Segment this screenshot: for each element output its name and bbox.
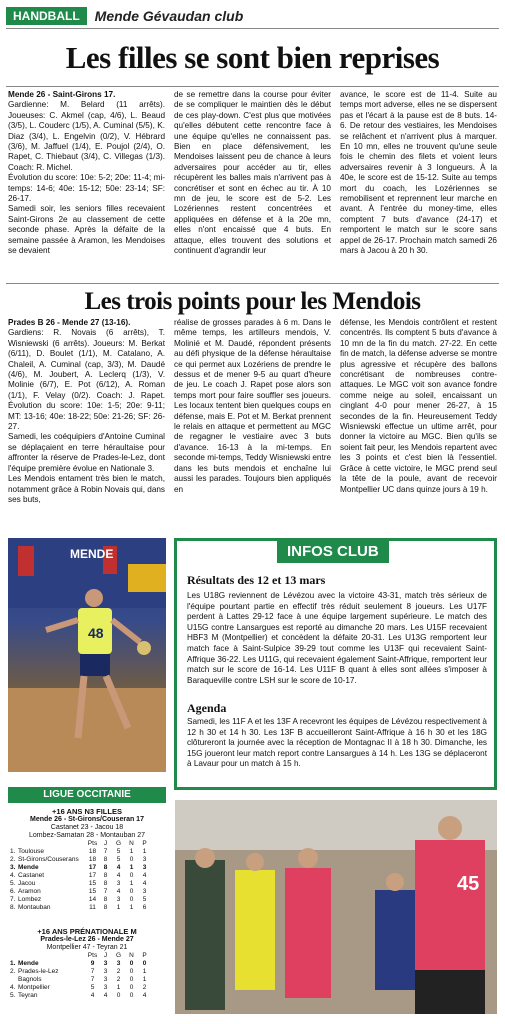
table-cell: 4. <box>10 984 16 991</box>
table-cell: 3 <box>142 864 147 871</box>
table-cell: 0 <box>129 896 134 903</box>
team-name <box>18 840 86 848</box>
result-line: Montpellier 47 - Teyran 21 <box>46 944 128 951</box>
agenda-text: Samedi, les 11F A et les 13F A recevront les équipes de Lévézou respectivement à 12 h 30 et 14 h 30. Les 13F B accueilleront Saint-Affrique à 16 h 30 et les 18G clôtureront la journée avec la réception de Montagnac II à 18 h 30. Dimanche, les 15G joueront leur match report contre Lansargues à 14 h. Les 13G se déplaceront à Lavaur pour un match à 15 h. <box>187 717 487 769</box>
table-cell <box>10 976 18 984</box>
infos-club-title: INFOS CLUB <box>277 540 389 563</box>
table-cell <box>10 840 18 848</box>
table-cell: N <box>129 840 134 847</box>
table-cell: 4 <box>116 864 121 871</box>
table-cell: 17 <box>88 864 97 871</box>
table-cell: 4 <box>116 872 121 879</box>
table-cell: 7. <box>10 896 16 903</box>
article1-title: Les filles se sont bien reprises <box>65 40 440 75</box>
infos-club-box <box>174 538 497 790</box>
table-cell: 0 <box>129 888 134 895</box>
table-title: +16 ANS PRÉNATIONALE M <box>37 927 137 936</box>
table-cell: 4. <box>10 872 16 879</box>
table-cell: 0 <box>129 856 134 863</box>
article2-body <box>8 318 497 528</box>
table-row <box>10 976 164 984</box>
table-header <box>10 952 164 960</box>
team-name: Jacou <box>18 880 36 887</box>
table-cell: P <box>142 840 147 847</box>
table-cell: 5 <box>116 856 121 863</box>
table-cell: 18 <box>88 848 97 855</box>
paragraph: Samedi, les coéquipiers d'Antoine Cuminal se déplaçaient en terre héraultaise pour affronter la réserve de Prades-le-Lez, dont l'équipe première évolue en Nationale 3. <box>8 432 165 473</box>
table-cell: 2 <box>116 968 121 975</box>
table-cell: 8 <box>103 880 108 887</box>
table-cell: 0 <box>129 960 134 967</box>
table-cell: 4 <box>103 992 108 999</box>
section-label: HANDBALL <box>6 7 87 25</box>
table-row <box>10 992 164 1000</box>
table-row <box>10 872 164 880</box>
team-name: Aramon <box>18 888 41 895</box>
player-photo <box>8 538 166 772</box>
table-cell: N <box>129 952 134 959</box>
table-cell: 1 <box>116 904 121 911</box>
jersey-number: 45 <box>457 873 480 895</box>
article2-col3: défense, les Mendois contrôlent et restent concentrés. Ils comptent 5 buts d'avance à 10 mn de la fin du match. 27-22. En cette fin de match, la défense adverse se montre plus agressive et récupère des ballons concrétisant de nombreuses contre-attaques. Le MGC voit son avance fondre comme neige au soleil, encaissant un cinglant 4-0 pour mener 26-27, à 15 secondes de la fin. Heureusement Teddy Wisniewski effectue un ultime arrêt, pour donner la victoire au MGC. Bien qu'ils se soient fait peur, les Mendois repartent avec les 3 points et c'est bien là l'essentiel. Grâce à cette victoire, le MGC prend seul la tête de la poule, avant de recevoir Montpellier UC dans quinze jours à 19 h. <box>340 318 497 494</box>
table-header <box>10 840 164 848</box>
team-name: Bagnols <box>18 976 42 983</box>
article1-col3: avance, le score est de 11-4. Suite au temps mort adverse, elles ne se dispersent pas et l'écart à la pause est de 8 buts. 14-6. De retour des vestiaires, les Mendoises se relâchent et n'arrivent plus à marquer. En 10 mn, elles ne trouvent qu'une seule fois le chemin des filets et voient leurs adversaires revenir à 3 longueurs. À la 40e, le score est de 15-12. Suite au temps mort du coach, les Lozériennes se remobilisent et reprennent leur marche en avant. À l'entrée du money-time, elles comptent 7 buts d'avance (24-17) et remportent le match sur le score sans appel de 26-17. Prochain match samedi 26 mars à Jacou à 20 h 30. <box>340 90 497 256</box>
team-name: Prades-le-Lez <box>18 968 59 975</box>
jersey-number: 48 <box>88 625 104 641</box>
article2-title: Les trois points pour les Mendois <box>84 288 421 315</box>
table-cell: 2. <box>10 856 16 863</box>
table-row <box>10 888 164 896</box>
table-cell: G <box>115 840 122 847</box>
table-cell: 0 <box>129 968 134 975</box>
article1-body <box>8 90 497 276</box>
result-line: Prades-le-Lez 26 - Mende 27 <box>40 936 134 943</box>
table-row <box>10 864 164 872</box>
table-cell: 4 <box>142 880 147 887</box>
table-cell <box>10 952 18 960</box>
table-cell: 1 <box>129 904 134 911</box>
table-cell: 0 <box>116 992 121 999</box>
article2-col1 <box>8 318 165 528</box>
article2-col2: réalise de grosses parades à 6 m. Dans le même temps, les artilleurs mendois, V. Molinié et M. Daudé, répondent présents au défi physique de la défense héraultaise ce qui permet aux Lozériens de prendre le dessus et de mener 9-5 au quart d'heure de jeu. Le coach J. Rapet pose alors son temps mort pour faire souffler ses joueurs. Les locaux tentent bien quelques coups en défense, mais E. Pot et M. Berkat prennent le relais en attaque et permettent au MGC de regagner le vestiaire avec 3 buts d'avance. 16-13 à la mi-temps. En seconde mi-temps, Teddy Wisniewski entre dans les buts mendois et enchaîne lui aussi les parades. Toujours bien appliqués en <box>174 318 331 494</box>
table-cell: 15 <box>88 888 97 895</box>
article1-col2: de se remettre dans la course pour éviter de se compliquer le maintien dès le début de ces play-down. C'est plus que motivées qu'elles débutent cette rencontre face à une équipe qu'elles ne connaissent pas. Bien en place défensivement, les Mendoises laissent peu de chance à leurs adversaires pour accéder au tir, elles récupèrent les balles mais n'arrivent pas à concrétiser et sont en échec au tir. À 10 mn de jeu, le score est de 5-2. Les Lozériennes restent concentrées et appliquées en défense et à la 20e mn, elles n'ont encaissé que 4 buts. En attaque, elles trouvent des solutions et continuent d'agrandir leur <box>174 90 331 256</box>
table-cell: 2 <box>142 984 147 991</box>
standings-table-1 <box>10 808 164 912</box>
table-cell: 1 <box>142 968 147 975</box>
table-cell: 8 <box>103 856 108 863</box>
table-cell: 3 <box>116 960 121 967</box>
team-name: Teyran <box>18 992 38 999</box>
section-header <box>6 6 499 26</box>
table-cell: 3 <box>103 984 108 991</box>
team-photo <box>175 800 497 1014</box>
table-row <box>10 848 164 856</box>
table-cell: 8 <box>103 872 108 879</box>
divider <box>6 28 499 29</box>
table-cell: 18 <box>88 856 97 863</box>
table-cell: 3. <box>10 864 16 871</box>
table-cell: Pts <box>87 840 98 847</box>
result-line: Mende 26 - St-Girons/Couseran 17 <box>30 816 144 823</box>
table-row <box>10 968 164 976</box>
table-cell: G <box>115 952 122 959</box>
table-cell: 9 <box>90 960 95 967</box>
table-cell: J <box>103 840 108 847</box>
table-cell: 3 <box>142 888 147 895</box>
table-cell: 3 <box>116 896 121 903</box>
table-cell: 3 <box>142 856 147 863</box>
team-name: Toulouse <box>18 848 45 855</box>
table-row <box>10 960 164 968</box>
table-cell: 11 <box>89 904 96 911</box>
table-cell: J <box>103 952 108 959</box>
table-cell: 1 <box>129 864 134 871</box>
team-illustration <box>175 800 497 1014</box>
lineup: Gardienne: M. Belard (11 arrêts). Joueuses: C. Akmel (cap, 4/6), L. Beaud (3/5), L. Couderc (1/5), A. Cuminal (5/5), K. Diaz (3/4), L. Engelvin (0/2), V. Hébrard (3/6), M. Jaffuel (1/4), E. Poujol (2/4), O. Rapet, C. Thiebaut (3/4), C. Villegas (1/3). Coach: R. Michel. <box>8 100 165 172</box>
table-cell: 7 <box>90 968 95 975</box>
agenda-heading: Agenda <box>187 701 227 715</box>
table-cell: 3 <box>103 960 108 967</box>
results-text: Les U18G reviennent de Lévézou avec la victoire 43-31, match très sérieux de l'équipe pourtant partie en effectif très réduit seulement 8 joueurs. Les U17F perdent à Lattes 29-12 face à une équipe largement supérieure. Le match des U15G contre Lansargues est reporté au dimanche 20 mars. Les U15F recevaient HBF3 M (Montpellier) et concèdent la défaite 20-31. Les U13G remportent leur match face à Saint-Sulpice 39-29 tout comme les U13F qui recevaient Saint-Affrique 36-22. Les U11G, qui recevaient également Saint-Affrique, remportent leur match sur le score de 16-14. Les U11F B quant à elles sont allées s'imposer à Baraqueville contre LSH sur le score de 10-17. <box>187 591 487 685</box>
table-cell: 3 <box>116 880 121 887</box>
article1-col1 <box>8 90 165 276</box>
player-illustration <box>8 538 166 772</box>
table-cell: 7 <box>103 848 108 855</box>
team-name: Mende <box>18 864 39 871</box>
table-cell: 5 <box>142 896 147 903</box>
table-cell: 8. <box>10 904 16 911</box>
table-cell: 5 <box>90 984 95 991</box>
table-cell: 17 <box>88 872 97 879</box>
table-cell: 14 <box>88 896 97 903</box>
table-cell: 5. <box>10 880 16 887</box>
table-row <box>10 856 164 864</box>
table-cell: P <box>142 952 147 959</box>
table-cell: 8 <box>103 904 108 911</box>
score-line: Mende 26 - Saint-Girons 17. <box>8 90 116 99</box>
table-cell: 3 <box>103 976 108 983</box>
table-cell: 4 <box>90 992 95 999</box>
table-row <box>10 904 164 912</box>
divider <box>6 86 499 87</box>
table-cell: 1 <box>142 976 147 983</box>
standings-table-2 <box>10 928 164 1000</box>
team-name: Mende <box>18 960 39 967</box>
table-cell: 1 <box>129 848 134 855</box>
table-cell: 15 <box>88 880 97 887</box>
table-cell: 1 <box>142 848 147 855</box>
table-cell: 8 <box>103 896 108 903</box>
ligue-title: LIGUE OCCITANIE <box>8 787 166 803</box>
banner-text: MENDE <box>70 547 114 561</box>
team-name <box>18 952 86 960</box>
table-cell: 4 <box>142 872 147 879</box>
table-row <box>10 880 164 888</box>
table-cell: 6 <box>142 904 147 911</box>
table-cell: 7 <box>103 888 108 895</box>
lineup: Gardiens: R. Novais (6 arrêts), T. Wisniewski (6 arrêts). Joueurs: M. Berkat (6/11), D. Boulet (1/1), M. Catalano, A. Chaleil, A. Cuminal (cap, 3/3), M. Daudé (4/6), M. Joubert, A. Leclerq (1/3), V. Molinie (6/7), E. Pot (6/12), A. Roman (1/1), F. Velay (0/2). Coach: J. Rapet. Évolution du score: 10e: 1-5; 20e: 9-11; MT: 13-16; 40e: 18-22; 50e: 21-26; SF: 26-27. <box>8 328 165 432</box>
table-cell: Pts <box>87 952 98 959</box>
score-line: Prades B 26 - Mende 27 (13-16). <box>8 318 131 327</box>
results-heading: Résultats des 12 et 13 mars <box>187 573 326 587</box>
team-name: Lombez <box>18 896 42 903</box>
table-rows <box>10 840 164 912</box>
table-cell: 1 <box>129 880 134 887</box>
table-cell: 0 <box>129 984 134 991</box>
club-name: Mende Gévaudan club <box>94 8 244 24</box>
result-line: Castanet 23 - Jacou 18 <box>50 824 124 831</box>
table-cell: 0 <box>129 992 134 999</box>
table-cell: 1 <box>116 984 121 991</box>
paragraph: Les Mendois entament très bien le match, notamment grâce à Robin Novais qui, dans ses buts, <box>8 474 165 504</box>
table-cell: 2. <box>10 968 16 975</box>
team-name: St-Girons/Couserans <box>18 856 79 863</box>
table-cell: 0 <box>142 960 147 967</box>
table-row <box>10 896 164 904</box>
team-name: Montauban <box>18 904 51 911</box>
table-cell: 5 <box>116 848 121 855</box>
table-cell: 0 <box>129 976 134 983</box>
table-cell: 2 <box>116 976 121 983</box>
divider <box>6 283 499 284</box>
table-cell: 4 <box>116 888 121 895</box>
table-cell: 4 <box>142 992 147 999</box>
table-rows <box>10 952 164 1000</box>
table-cell: 3 <box>103 968 108 975</box>
table-cell: 0 <box>129 872 134 879</box>
score-evolution: Évolution du score: 10e: 5-2; 20e: 11-4; mi-temps: 14-6; 40e: 15-12; 50e: 23-14; SF: 26-17. <box>8 173 165 204</box>
table-cell: 8 <box>103 864 108 871</box>
team-name: Castanet <box>18 872 45 879</box>
table-cell: 1. <box>10 848 16 855</box>
paragraph: Samedi soir, les seniors filles recevaient Saint-Girons 2e au classement de cette seconde phase. Après la défaite de la semaine passée à Aramon, les Mendoises se devaient <box>8 204 165 256</box>
team-name: Montpellier <box>18 984 50 991</box>
table-cell: 1. <box>10 960 16 967</box>
table-cell: 7 <box>90 976 95 983</box>
table-cell: 6. <box>10 888 16 895</box>
table-title: +16 ANS N3 FILLES <box>52 807 122 816</box>
table-cell: 5. <box>10 992 16 999</box>
table-row <box>10 984 164 992</box>
result-line: Lombez-Samatan 28 - Montauban 27 <box>29 832 145 839</box>
